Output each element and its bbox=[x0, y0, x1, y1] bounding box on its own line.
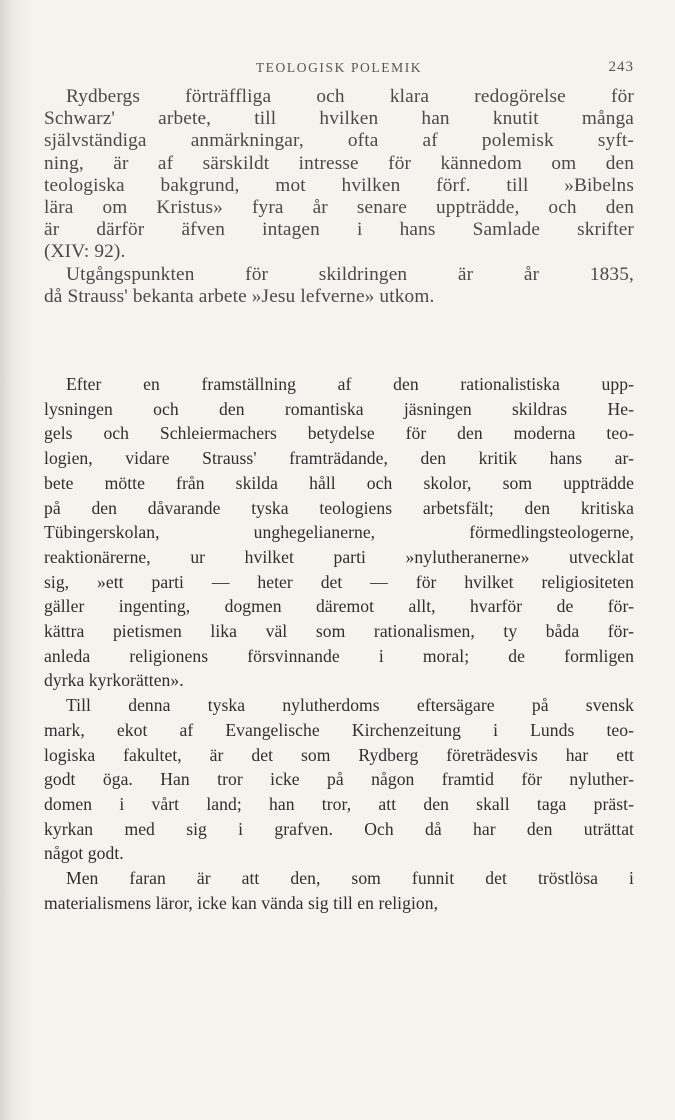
excerpt-paragraph-2 bbox=[44, 693, 634, 866]
text-line: reaktionärerne, ur hvilket parti »nylutheranerne» utvecklat bbox=[44, 546, 634, 567]
text-line: mark, ekot af Evangelische Kirchenzeitung i Lunds teo- bbox=[44, 719, 634, 740]
text-line: dyrka kyrkorätten». bbox=[44, 670, 184, 691]
intro-paragraph-1 bbox=[44, 86, 634, 264]
text-line: logien, vidare Strauss' framträdande, den kritik hans ar- bbox=[44, 448, 634, 469]
running-head bbox=[44, 60, 634, 82]
text-line: Utgångspunkten för skildringen är år 1835, bbox=[66, 263, 634, 285]
page-number: 243 bbox=[608, 59, 634, 75]
text-line: Men faran är att den, som funnit det tröstlösa i bbox=[66, 868, 634, 889]
text-line: domen i vårt land; han tror, att den skall taga präst- bbox=[44, 793, 634, 814]
text-line: bete mötte från skilda håll och skolor, som uppträdde bbox=[44, 472, 634, 493]
text-line: Tübingerskolan, unghegelianerne, förmedlingsteologerne, bbox=[44, 522, 634, 543]
text-line: är därför äfven intagen i hans Samlade skrifter bbox=[44, 219, 634, 241]
text-line: anleda religionens försvinnande i moral; de formligen bbox=[44, 645, 634, 666]
text-line: teologiska bakgrund, mot hvilken förf. till »Bibelns bbox=[44, 174, 634, 196]
text-line: ning, är af särskildt intresse för kännedom om den bbox=[44, 152, 634, 174]
text-line: (XIV: 92). bbox=[44, 241, 126, 263]
text-line: självständiga anmärkningar, ofta af polemisk syft- bbox=[44, 130, 634, 152]
text-line: lysningen och den romantiska jäsningen skildras He- bbox=[44, 398, 634, 419]
running-title: TEOLOGISK POLEMIK bbox=[255, 60, 423, 75]
text-line: gels och Schleiermachers betydelse för den moderna teo- bbox=[44, 423, 634, 444]
text-line: lära om Kristus» fyra år senare uppträdde, och den bbox=[44, 197, 634, 219]
text-line: något godt. bbox=[44, 843, 124, 864]
text-line: gäller ingenting, dogmen däremot allt, hvarför de för- bbox=[44, 596, 634, 617]
text-line: Schwarz' arbete, till hvilken han knutit många bbox=[44, 108, 634, 130]
text-line: kättra pietismen lika väl som rationalismen, ty båda för- bbox=[44, 621, 634, 642]
excerpt-text bbox=[44, 372, 634, 915]
intro-paragraph-2 bbox=[44, 264, 634, 308]
text-line: då Strauss' bekanta arbete »Jesu lefverne» utkom. bbox=[44, 285, 435, 307]
excerpt-paragraph-1 bbox=[44, 372, 634, 693]
text-line: kyrkan med sig i grafven. Och då har den uträttat bbox=[44, 818, 634, 839]
text-line: godt öga. Han tror icke på någon framtid för nyluther- bbox=[44, 769, 634, 790]
text-line: Till denna tyska nylutherdoms eftersägare på svensk bbox=[66, 695, 634, 716]
excerpt-paragraph-3 bbox=[44, 866, 634, 915]
text-line: materialismens läror, icke kan vända sig till en religion, bbox=[44, 892, 439, 913]
text-line: logiska fakultet, är det som Rydberg företrädesvis har ett bbox=[44, 744, 634, 765]
text-line: Efter en framställning af den rationalistiska upp- bbox=[66, 374, 634, 394]
text-line: Rydbergs förträffliga och klara redogörelse för bbox=[66, 86, 634, 107]
text-line: sig, »ett parti — heter det — för hvilket religiositeten bbox=[44, 571, 634, 592]
intro-text bbox=[44, 86, 634, 308]
text-line: på den dåvarande tyska teologiens arbetsfält; den kritiska bbox=[44, 497, 634, 518]
